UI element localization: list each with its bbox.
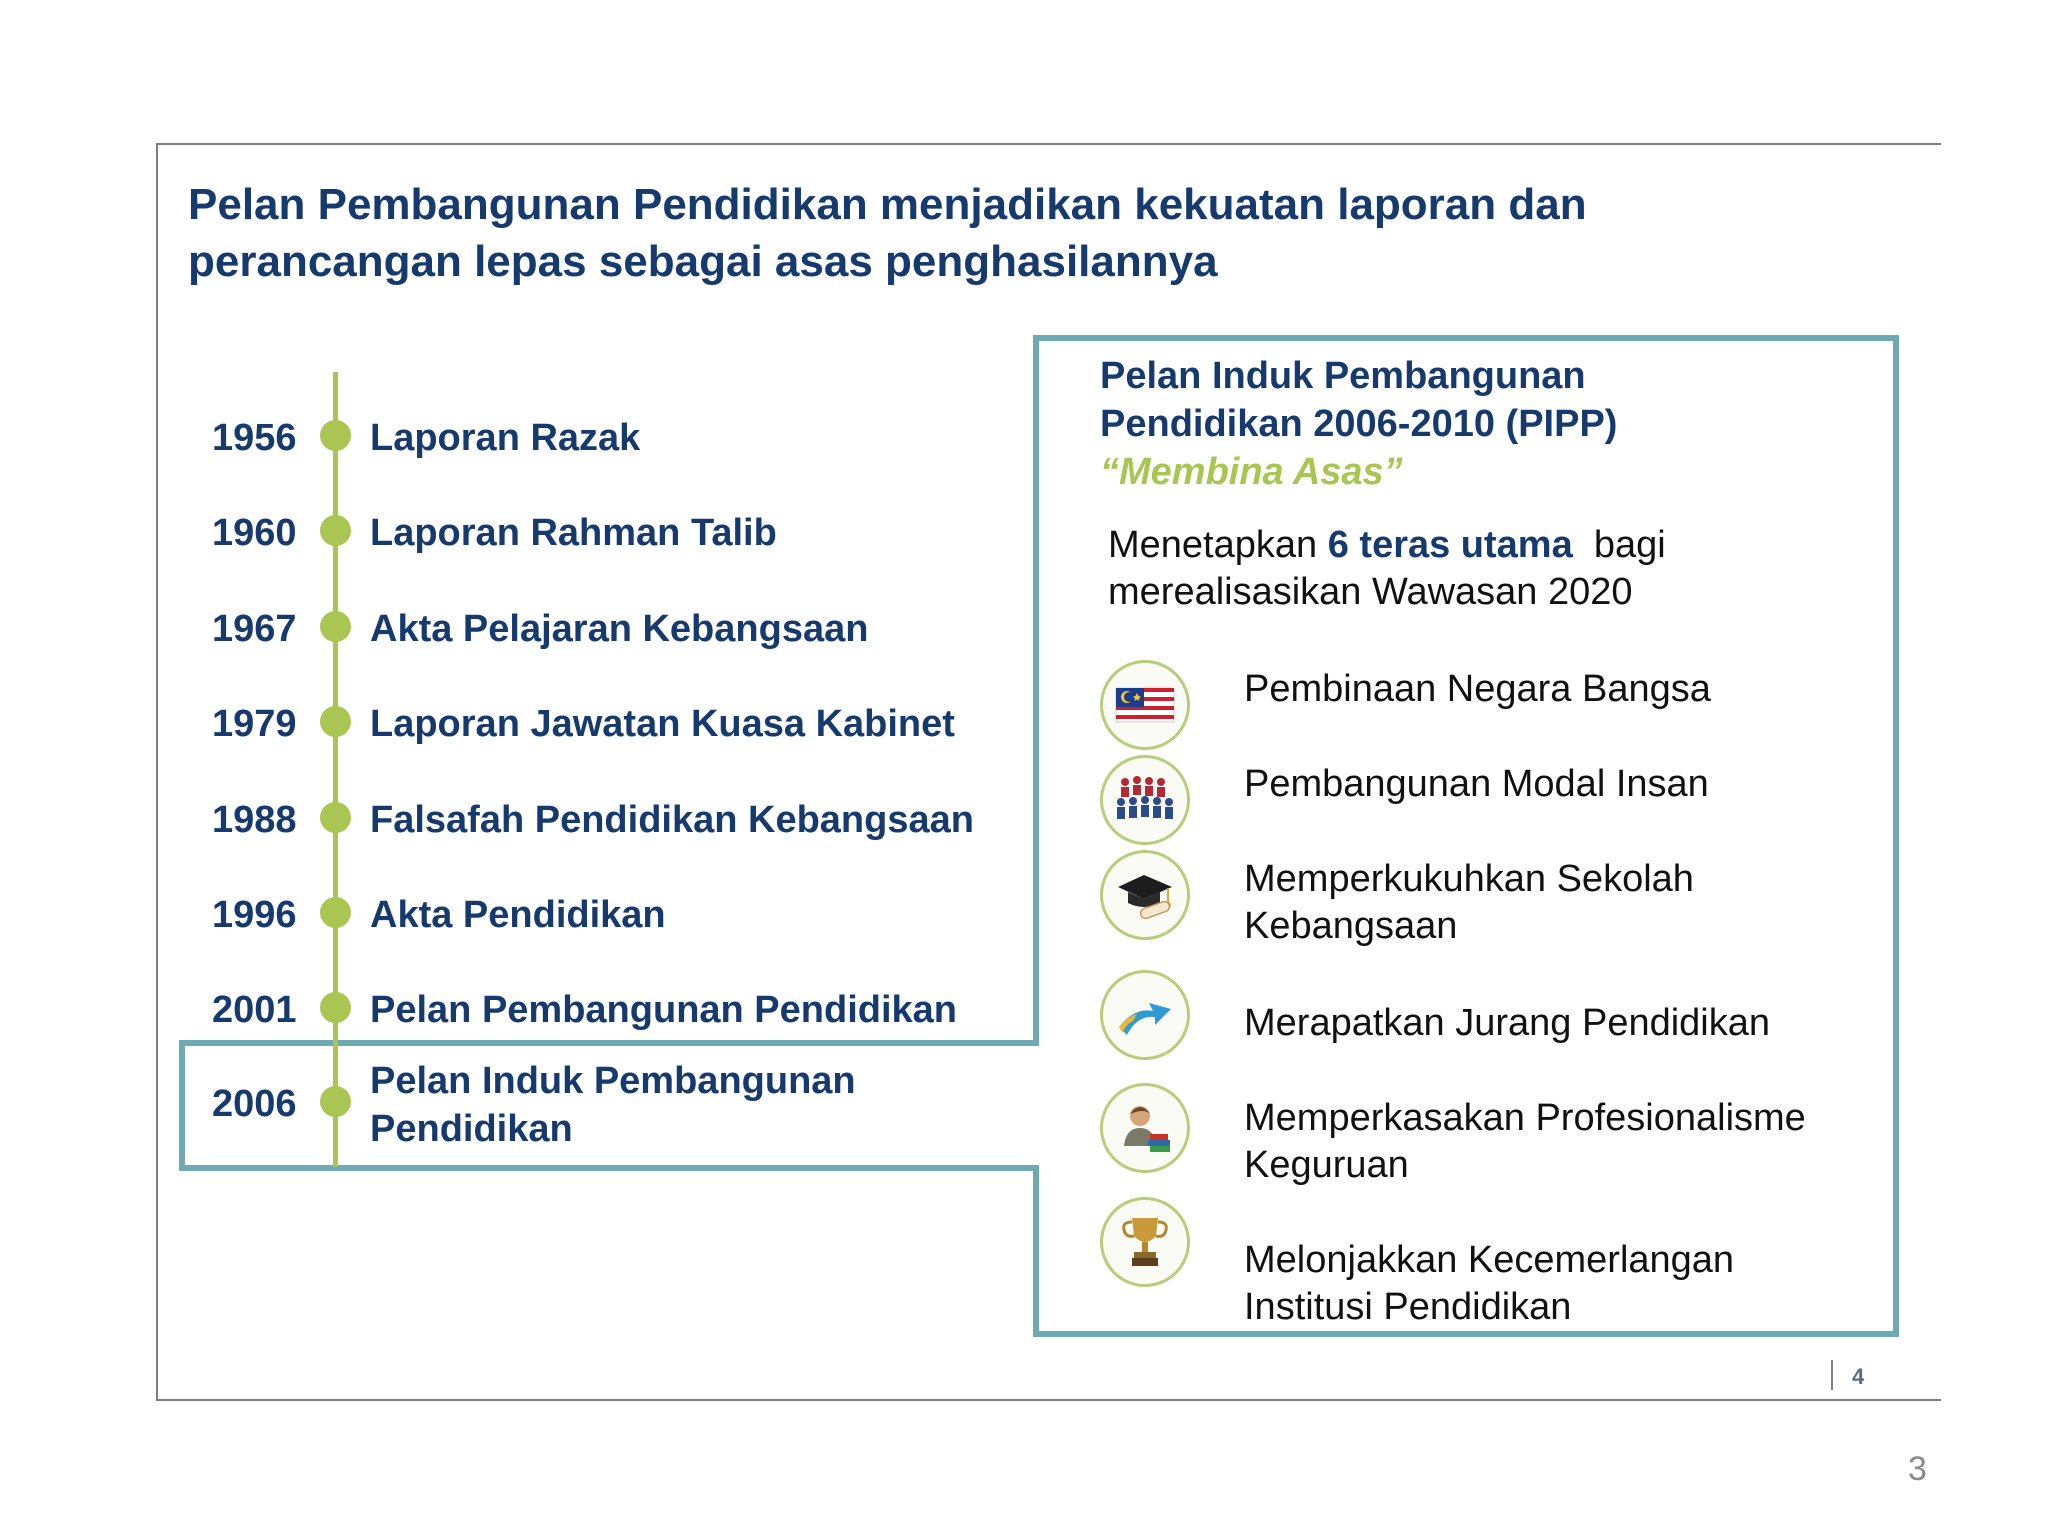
- timeline-item-2006: [0, 1060, 1030, 1180]
- timeline-year: 2001: [212, 989, 297, 1031]
- timeline-dot-icon: [320, 706, 351, 737]
- thrust-text: [1244, 1237, 1734, 1331]
- slide-title-line1: Pelan Pembangunan Pendidikan menjadikan kekuatan laporan dan: [188, 180, 1587, 229]
- trophy-icon: [1100, 1197, 1190, 1287]
- graduation-cap-icon: [1100, 850, 1190, 940]
- pipp-title-line2: Pendidikan 2006-2010 (PIPP): [1100, 403, 1618, 445]
- thrust-text: [1244, 856, 1694, 950]
- timeline-year: 1988: [212, 799, 297, 841]
- timeline-dot-icon: [320, 611, 351, 642]
- timeline-year: 2006: [212, 1083, 297, 1125]
- timeline-label-line1: Pelan Induk Pembangunan: [370, 1060, 856, 1102]
- thrust-text: [1244, 1000, 1770, 1047]
- timeline-label: Pelan Pembangunan Pendidikan: [370, 989, 958, 1031]
- timeline-label: Laporan Rahman Talib: [370, 512, 777, 554]
- pipp-intro-line2: merealisasikan Wawasan 2020: [1108, 571, 1633, 613]
- thrust-line1: Pembangunan Modal Insan: [1244, 763, 1709, 805]
- timeline-label: Falsafah Pendidikan Kebangsaan: [370, 799, 974, 841]
- intro-bold: 6 teras utama: [1327, 524, 1573, 566]
- timeline-dot-icon: [320, 802, 351, 833]
- timeline-label-line2: Pendidikan: [370, 1108, 573, 1150]
- inner-page-number-text: 4: [1852, 1364, 1865, 1389]
- thrust-line1: Memperkasakan Profesionalisme: [1244, 1097, 1806, 1139]
- timeline-dot-icon: [320, 897, 351, 928]
- timeline-year: 1956: [212, 417, 297, 459]
- timeline-item-1956: [0, 414, 1030, 474]
- timeline-year: 1996: [212, 894, 297, 936]
- timeline-year: 1979: [212, 703, 297, 745]
- thrust-line2: Institusi Pendidikan: [1244, 1286, 1572, 1328]
- timeline-year: 1960: [212, 512, 297, 554]
- timeline-label: Laporan Razak: [370, 417, 641, 459]
- people-crowd-icon: [1100, 755, 1190, 845]
- timeline-dot-icon: [320, 515, 351, 546]
- timeline-item-1967: [0, 605, 1030, 665]
- pipp-motto: “Membina Asas”: [1100, 451, 1403, 493]
- thrust-text: [1244, 666, 1711, 713]
- timeline-label: [370, 1057, 856, 1153]
- slide-title: [188, 176, 1748, 290]
- thrust-line1: Melonjakkan Kecemerlangan: [1244, 1239, 1735, 1281]
- thrust-text: [1244, 761, 1709, 808]
- timeline-line: [333, 372, 338, 1167]
- timeline-item-1996: [0, 891, 1030, 951]
- pipp-title: [1100, 352, 1860, 448]
- timeline-dot-icon: [320, 420, 351, 451]
- pipp-intro: [1108, 522, 1868, 616]
- timeline-item-1988: [0, 796, 1030, 856]
- upward-arrow-icon: [1100, 970, 1190, 1060]
- thrust-line1: Memperkukuhkan Sekolah: [1244, 858, 1694, 900]
- teacher-icon: [1100, 1083, 1190, 1173]
- pipp-intro-line1: [1108, 522, 1868, 569]
- timeline-label: Akta Pelajaran Kebangsaan: [370, 608, 869, 650]
- intro-post: bagi: [1572, 524, 1666, 566]
- slide-title-line2: perancangan lepas sebagai asas penghasilannya: [188, 237, 1218, 286]
- timeline-item-1960: [0, 509, 1030, 569]
- inner-page-number: [1830, 1364, 1864, 1390]
- thrust-line2: Kebangsaan: [1244, 905, 1458, 947]
- timeline-item-2001: [0, 986, 1030, 1046]
- thrust-text: [1244, 1095, 1806, 1189]
- pipp-title-line1: Pelan Induk Pembangunan: [1100, 355, 1586, 397]
- thrust-line2: Keguruan: [1244, 1144, 1409, 1186]
- outer-page-number: 3: [1908, 1450, 1927, 1488]
- thrust-line1: Merapatkan Jurang Pendidikan: [1244, 1002, 1771, 1044]
- intro-pre: Menetapkan: [1108, 524, 1328, 566]
- malaysia-flag-icon: [1100, 660, 1190, 750]
- timeline-label: Laporan Jawatan Kuasa Kabinet: [370, 703, 955, 745]
- thrust-line1: Pembinaan Negara Bangsa: [1244, 668, 1711, 710]
- timeline-year: 1967: [212, 608, 297, 650]
- timeline-dot-icon: [320, 992, 351, 1023]
- timeline-dot-icon: [320, 1086, 351, 1117]
- timeline-label: Akta Pendidikan: [370, 894, 666, 936]
- timeline-item-1979: [0, 700, 1030, 760]
